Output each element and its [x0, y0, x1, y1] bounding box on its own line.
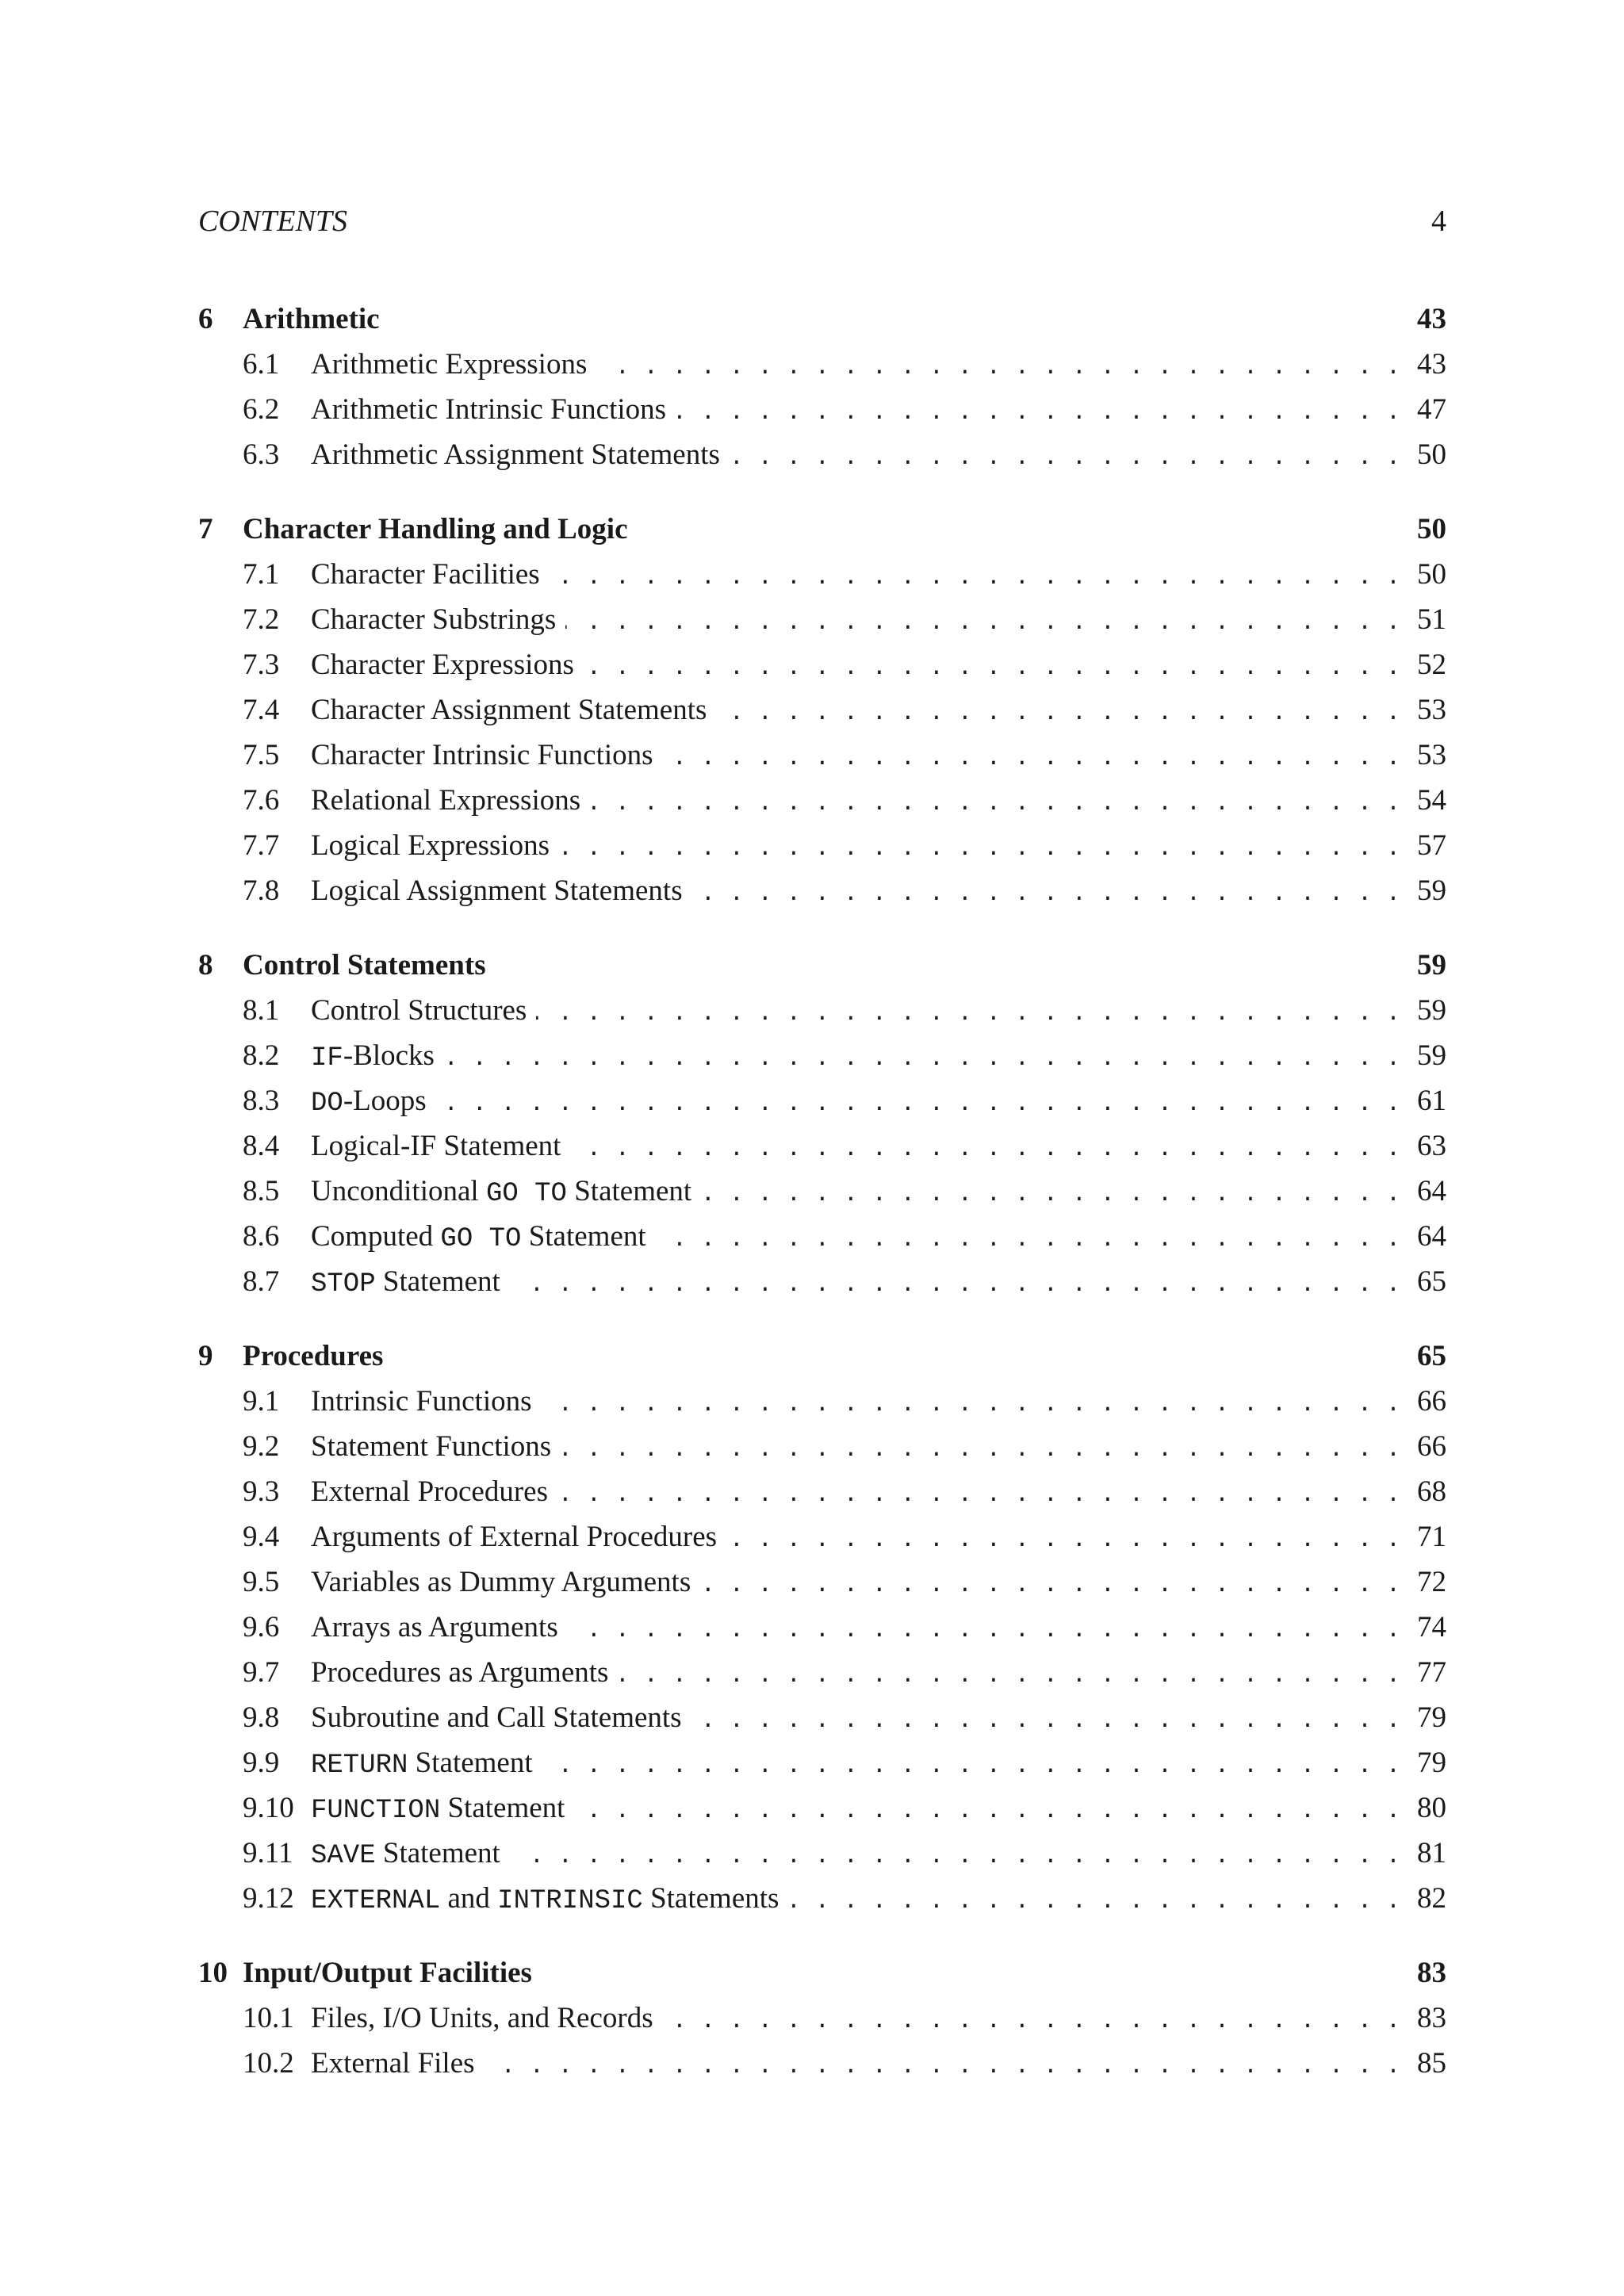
section-number: 8.7	[243, 1265, 280, 1298]
dot-leader	[618, 1654, 1400, 1699]
section-page-number: 71	[1417, 1521, 1446, 1553]
section-number: 7.5	[243, 739, 280, 771]
section-page-number: 82	[1417, 1882, 1446, 1915]
section-title	[311, 1259, 500, 1307]
dot-leader	[542, 1744, 1400, 1789]
chapter-page-number: 65	[1417, 1340, 1446, 1372]
section-page-number: 59	[1417, 874, 1446, 907]
toc-section-entry[interactable]	[198, 823, 1446, 868]
code-keyword: GO TO	[485, 1179, 567, 1209]
section-number: 7.8	[243, 874, 280, 907]
toc-section-entry[interactable]	[198, 1123, 1446, 1169]
section-page-number: 65	[1417, 1265, 1446, 1298]
toc-section-entry[interactable]	[198, 342, 1446, 387]
title-text: Logical Assignment Statements	[311, 874, 683, 907]
section-title	[311, 1078, 427, 1127]
title-text: External Procedures	[311, 1475, 548, 1508]
title-text: Files, I/O Units, and Records	[311, 2002, 653, 2034]
section-title	[311, 1650, 608, 1695]
section-page-number: 52	[1417, 649, 1446, 681]
toc-section-entry[interactable]	[198, 733, 1446, 778]
section-number: 9.6	[243, 1611, 280, 1644]
toc-section-entry[interactable]	[198, 1514, 1446, 1559]
page-number: 4	[1431, 205, 1446, 238]
section-number: 7.2	[243, 603, 280, 636]
section-title	[311, 1033, 435, 1081]
dot-leader	[691, 1699, 1400, 1744]
toc-section-entry[interactable]	[198, 1996, 1446, 2041]
section-number: 8.1	[243, 994, 280, 1027]
title-text: Character Facilities	[311, 558, 540, 591]
dot-leader	[536, 992, 1400, 1037]
section-page-number: 85	[1417, 2047, 1446, 2080]
dot-leader	[676, 391, 1400, 436]
code-keyword: DO	[311, 1089, 343, 1119]
section-number: 7.4	[243, 694, 280, 726]
section-page-number: 74	[1417, 1611, 1446, 1644]
section-number: 9.7	[243, 1656, 280, 1689]
section-page-number: 50	[1417, 558, 1446, 591]
dot-leader	[656, 1218, 1400, 1263]
section-title	[311, 1424, 551, 1469]
section-number: 9.12	[243, 1882, 294, 1915]
section-number: 8.5	[243, 1175, 280, 1207]
code-keyword: GO TO	[440, 1224, 522, 1254]
section-number: 9.2	[243, 1430, 280, 1463]
section-title	[311, 552, 540, 597]
chapter-number: 10	[198, 1957, 228, 1989]
section-page-number: 68	[1417, 1475, 1446, 1508]
title-text: Procedures as Arguments	[311, 1656, 609, 1689]
section-page-number: 53	[1417, 739, 1446, 771]
dot-leader	[596, 346, 1400, 391]
title-text: Subroutine and Call Statements	[311, 1701, 682, 1734]
title-text: Character Intrinsic Functions	[311, 739, 653, 771]
section-page-number: 66	[1417, 1430, 1446, 1463]
section-number: 8.6	[243, 1220, 280, 1253]
section-page-number: 50	[1417, 438, 1446, 471]
dot-leader	[542, 1383, 1400, 1428]
title-text: Statement	[566, 1175, 692, 1207]
chapter-title: Arithmetic	[243, 303, 380, 335]
title-text: Relational Expressions	[311, 784, 581, 817]
title-text: Logical Expressions	[311, 829, 550, 862]
dot-leader	[716, 691, 1400, 737]
toc-section-entry[interactable]	[198, 778, 1446, 823]
section-title	[311, 1214, 646, 1262]
title-text: Statements	[642, 1882, 779, 1915]
title-text: Character Expressions	[311, 649, 574, 681]
section-page-number: 63	[1417, 1130, 1446, 1162]
chapter-title: Procedures	[243, 1340, 384, 1372]
dot-leader	[565, 601, 1400, 646]
section-number: 9.8	[243, 1701, 280, 1734]
code-keyword: FUNCTION	[311, 1796, 441, 1826]
section-page-number: 66	[1417, 1385, 1446, 1418]
section-number: 9.1	[243, 1385, 280, 1418]
section-title	[311, 1876, 779, 1924]
toc-section-entry[interactable]	[198, 432, 1446, 477]
dot-leader	[510, 1263, 1400, 1308]
chapter-title: Input/Output Facilities	[243, 1957, 532, 1989]
dot-leader	[692, 872, 1400, 917]
section-page-number: 72	[1417, 1566, 1446, 1598]
section-title	[311, 988, 527, 1033]
title-text: -Loops	[343, 1085, 427, 1117]
chapter-page-number: 43	[1417, 303, 1446, 335]
section-title	[311, 1605, 558, 1650]
title-text: Character Assignment Statements	[311, 694, 707, 726]
chapter-number: 8	[198, 949, 213, 982]
section-number: 7.3	[243, 649, 280, 681]
section-page-number: 61	[1417, 1085, 1446, 1117]
table-of-contents	[198, 297, 1446, 2086]
title-text: Computed	[311, 1220, 441, 1253]
title-text: Statement	[408, 1747, 533, 1779]
title-text: Statement	[375, 1265, 500, 1298]
title-text: and	[440, 1882, 498, 1915]
section-title	[311, 1695, 682, 1740]
toc-section-entry[interactable]	[198, 1831, 1446, 1876]
section-page-number: 53	[1417, 694, 1446, 726]
toc-chapter-entry[interactable]	[198, 1950, 1446, 1996]
section-number: 6.3	[243, 438, 280, 471]
code-keyword: EXTERNAL	[311, 1886, 441, 1916]
toc-section-entry[interactable]	[198, 1605, 1446, 1650]
section-page-number: 81	[1417, 1837, 1446, 1869]
toc-section-entry[interactable]	[198, 1740, 1446, 1785]
toc-section-entry[interactable]	[198, 1559, 1446, 1605]
toc-section-entry[interactable]	[198, 1695, 1446, 1740]
section-title	[311, 342, 587, 387]
section-number: 8.3	[243, 1085, 280, 1117]
section-title	[311, 733, 653, 778]
section-page-number: 43	[1417, 348, 1446, 381]
toc-section-entry[interactable]	[198, 642, 1446, 687]
section-title	[311, 597, 556, 642]
section-title	[311, 1785, 565, 1834]
section-title	[311, 823, 550, 868]
section-number: 9.10	[243, 1792, 294, 1824]
title-text: Statement Functions	[311, 1430, 552, 1463]
dot-leader	[590, 782, 1400, 827]
code-keyword: INTRINSIC	[497, 1886, 643, 1916]
title-text: Statement	[440, 1792, 565, 1824]
chapter-page-number: 83	[1417, 1957, 1446, 1989]
dot-leader	[663, 737, 1400, 782]
section-number: 9.5	[243, 1566, 280, 1598]
title-text: Arithmetic Assignment Statements	[311, 438, 720, 471]
section-title	[311, 687, 707, 733]
dot-leader	[557, 1473, 1400, 1518]
toc-section-entry[interactable]	[198, 1785, 1446, 1831]
dot-leader	[550, 556, 1400, 601]
dot-leader	[701, 1173, 1400, 1218]
title-text: External Files	[311, 2047, 475, 2080]
title-text: Statement	[521, 1220, 646, 1253]
chapter-number: 6	[198, 303, 213, 335]
toc-section-entry[interactable]	[198, 1078, 1446, 1123]
section-number: 10.2	[243, 2047, 294, 2080]
section-title	[311, 1831, 500, 1879]
section-page-number: 54	[1417, 784, 1446, 817]
dot-leader	[788, 1880, 1400, 1925]
section-title	[311, 778, 580, 823]
title-text: Character Substrings	[311, 603, 557, 636]
section-title	[311, 642, 574, 687]
section-number: 8.4	[243, 1130, 280, 1162]
section-page-number: 80	[1417, 1792, 1446, 1824]
code-keyword: STOP	[311, 1269, 376, 1299]
section-number: 6.1	[243, 348, 280, 381]
toc-section-entry[interactable]	[198, 597, 1446, 642]
dot-leader	[726, 1518, 1400, 1563]
chapter-page-number: 59	[1417, 949, 1446, 982]
section-number: 9.3	[243, 1475, 280, 1508]
title-text: Logical-IF Statement	[311, 1130, 561, 1162]
toc-section-entry[interactable]	[198, 988, 1446, 1033]
section-page-number: 57	[1417, 829, 1446, 862]
section-number: 7.6	[243, 784, 280, 817]
toc-section-entry[interactable]	[198, 1033, 1446, 1078]
section-page-number: 64	[1417, 1175, 1446, 1207]
toc-section-entry[interactable]	[198, 1469, 1446, 1514]
title-text: -Blocks	[343, 1039, 435, 1072]
title-text: Unconditional	[311, 1175, 486, 1207]
toc-section-entry[interactable]	[198, 1169, 1446, 1214]
section-number: 9.9	[243, 1747, 280, 1779]
section-title	[311, 1514, 717, 1559]
dot-leader	[568, 1609, 1400, 1654]
section-title	[311, 2041, 475, 2086]
title-text: Statement	[375, 1837, 500, 1869]
toc-chapter-entry[interactable]	[198, 943, 1446, 988]
section-page-number: 83	[1417, 2002, 1446, 2034]
section-title	[311, 432, 720, 477]
toc-section-entry[interactable]	[198, 1379, 1446, 1424]
section-number: 9.11	[243, 1837, 293, 1869]
section-title	[311, 1169, 691, 1217]
toc-section-entry[interactable]	[198, 687, 1446, 733]
dot-leader	[485, 2045, 1400, 2090]
toc-section-entry[interactable]	[198, 1424, 1446, 1469]
running-header-title: CONTENTS	[198, 205, 347, 238]
toc-section-entry[interactable]	[198, 868, 1446, 913]
section-title	[311, 1996, 653, 2041]
chapter-title: Control Statements	[243, 949, 486, 982]
toc-chapter-entry[interactable]	[198, 507, 1446, 552]
code-keyword: IF	[311, 1043, 343, 1073]
toc-section-entry[interactable]	[198, 1214, 1446, 1259]
toc-section-entry[interactable]	[198, 387, 1446, 432]
toc-section-entry[interactable]	[198, 1876, 1446, 1921]
section-number: 6.2	[243, 393, 280, 426]
section-number: 10.1	[243, 2002, 294, 2034]
section-page-number: 79	[1417, 1701, 1446, 1734]
title-text: Control Structures	[311, 994, 527, 1027]
section-page-number: 59	[1417, 994, 1446, 1027]
section-title	[311, 1559, 691, 1605]
dot-leader	[584, 646, 1400, 691]
section-page-number: 77	[1417, 1656, 1446, 1689]
title-text: Arithmetic Expressions	[311, 348, 588, 381]
chapter-number: 7	[198, 513, 213, 545]
code-keyword: RETURN	[311, 1751, 408, 1781]
section-title	[311, 1123, 561, 1169]
dot-leader	[559, 827, 1400, 872]
dot-leader	[570, 1127, 1400, 1173]
title-text: Arithmetic Intrinsic Functions	[311, 393, 667, 426]
section-page-number: 51	[1417, 603, 1446, 636]
section-title	[311, 1469, 548, 1514]
section-title	[311, 1740, 533, 1789]
toc-chapter-entry[interactable]	[198, 1334, 1446, 1379]
section-title	[311, 387, 666, 432]
dot-leader	[510, 1835, 1400, 1880]
dot-leader	[730, 436, 1400, 481]
dot-leader	[561, 1428, 1400, 1473]
chapter-number: 9	[198, 1340, 213, 1372]
title-text: Arrays as Arguments	[311, 1611, 558, 1644]
section-title	[311, 1379, 532, 1424]
section-page-number: 79	[1417, 1747, 1446, 1779]
toc-section-entry[interactable]	[198, 1259, 1446, 1304]
section-number: 7.7	[243, 829, 280, 862]
toc-section-entry[interactable]	[198, 1650, 1446, 1695]
section-number: 7.1	[243, 558, 280, 591]
title-text: Arguments of External Procedures	[311, 1521, 718, 1553]
section-number: 9.4	[243, 1521, 280, 1553]
dot-leader	[700, 1563, 1400, 1609]
toc-section-entry[interactable]	[198, 2041, 1446, 2086]
chapter-page-number: 50	[1417, 513, 1446, 545]
dot-leader	[574, 1789, 1400, 1835]
title-text: Intrinsic Functions	[311, 1385, 532, 1418]
toc-chapter-entry[interactable]	[198, 297, 1446, 342]
chapter-title: Character Handling and Logic	[243, 513, 628, 545]
dot-leader	[663, 1999, 1400, 2045]
section-page-number: 47	[1417, 393, 1446, 426]
section-title	[311, 868, 683, 913]
section-page-number: 59	[1417, 1039, 1446, 1072]
dot-leader	[436, 1082, 1400, 1127]
title-text: Variables as Dummy Arguments	[311, 1566, 691, 1598]
document-page	[198, 0, 1446, 2296]
code-keyword: SAVE	[311, 1841, 376, 1871]
toc-section-entry[interactable]	[198, 552, 1446, 597]
section-number: 8.2	[243, 1039, 280, 1072]
running-header	[198, 200, 1446, 243]
section-page-number: 64	[1417, 1220, 1446, 1253]
dot-leader	[444, 1037, 1400, 1082]
